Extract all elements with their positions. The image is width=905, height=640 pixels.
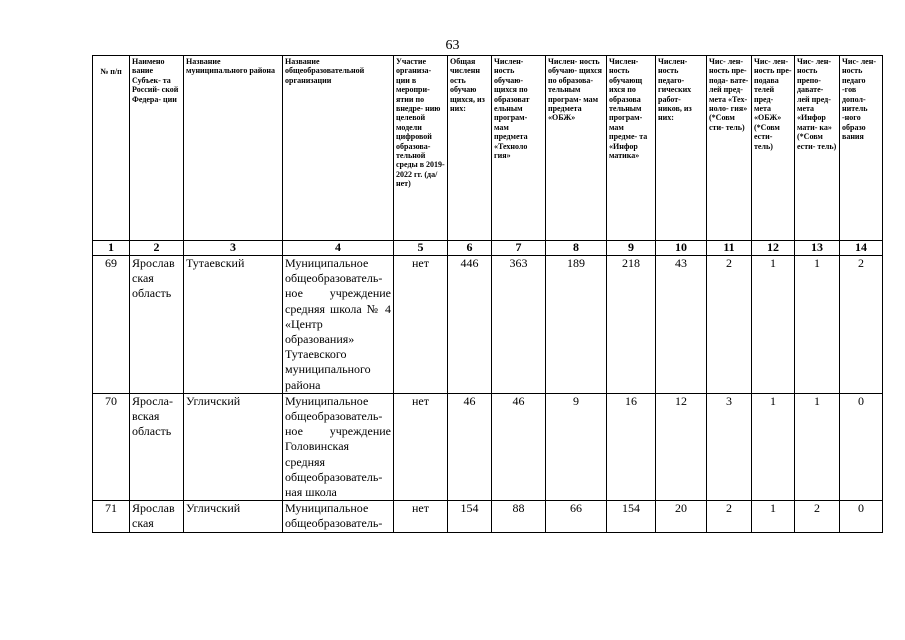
column-number: 11 bbox=[707, 241, 752, 256]
column-number: 5 bbox=[394, 241, 448, 256]
column-number-row bbox=[93, 241, 883, 256]
total-students-cell: 46 bbox=[448, 393, 492, 500]
header-cell: Чис- лен- ность пре- пода- вате- лей пред- мета «Тех- ноло- гия» (*Совм сти- тель) bbox=[707, 56, 752, 241]
column-number: 2 bbox=[130, 241, 184, 256]
header-cell: Числен- ность обучаю- щихся по образова- тельным програм- мам предмета «ОБЖ» bbox=[546, 56, 607, 241]
district-cell: Тутаевский bbox=[184, 256, 283, 394]
header-cell: Чис- лен- ность пре- подава телей пред- мета «ОБЖ» (*Совм ести- тель) bbox=[752, 56, 795, 241]
header-row bbox=[93, 56, 883, 241]
obzh-students-cell: 189 bbox=[546, 256, 607, 394]
column-number: 4 bbox=[283, 241, 394, 256]
row-number: 71 bbox=[93, 501, 130, 532]
header-cell: Чис- лен- ность педаго -гов допол- нитель -ного образо вания bbox=[840, 56, 883, 241]
subject-cell: Ярослав ская область bbox=[130, 256, 184, 394]
header-cell: Участие организа- ции в меропри- ятии по внедре- нию целевой модели цифровой образова- тельной среды в 2019-2022 гг. (да/нет) bbox=[394, 56, 448, 241]
teachers-cell: 43 bbox=[656, 256, 707, 394]
tech-teachers-cell: 2 bbox=[707, 501, 752, 532]
district-cell: Угличский bbox=[184, 393, 283, 500]
column-number: 12 bbox=[752, 241, 795, 256]
obzh-students-cell: 66 bbox=[546, 501, 607, 532]
table-row bbox=[93, 501, 883, 532]
column-number: 3 bbox=[184, 241, 283, 256]
schools-table bbox=[92, 55, 883, 533]
table-row bbox=[93, 393, 883, 500]
page-number: 63 bbox=[445, 38, 460, 53]
column-number: 6 bbox=[448, 241, 492, 256]
participation-cell: нет bbox=[394, 393, 448, 500]
subject-cell: Ярослав ская bbox=[130, 501, 184, 532]
total-students-cell: 154 bbox=[448, 501, 492, 532]
organization-cell: Муниципальное общеобразователь- ное учреждение средняя школа № 4 «Центр образования» Тутаевского муниципального района bbox=[283, 256, 394, 394]
total-students-cell: 446 bbox=[448, 256, 492, 394]
tech-students-cell: 88 bbox=[492, 501, 546, 532]
header-cell: Название общеобразовательной организации bbox=[283, 56, 394, 241]
table-row bbox=[93, 256, 883, 394]
teachers-cell: 12 bbox=[656, 393, 707, 500]
district-cell: Угличский bbox=[184, 501, 283, 532]
header-cell: Наимено вание Субъек- та Россий- ской Федера- ции bbox=[130, 56, 184, 241]
obzh-teachers-cell: 1 bbox=[752, 501, 795, 532]
tech-students-cell: 363 bbox=[492, 256, 546, 394]
organization-cell: Муниципальное общеобразователь- ное учреждение Головинская средняя общеобразователь- ная школа bbox=[283, 393, 394, 500]
column-number: 13 bbox=[795, 241, 840, 256]
column-number: 8 bbox=[546, 241, 607, 256]
header-cell: Числен- ность обучаю- щихся по образоват ельным програм- мам предмета «Техноло гия» bbox=[492, 56, 546, 241]
info-students-cell: 16 bbox=[607, 393, 656, 500]
column-number: 9 bbox=[607, 241, 656, 256]
header-cell: Общая численн ость обучаю щихся, из них: bbox=[448, 56, 492, 241]
info-teachers-cell: 1 bbox=[795, 393, 840, 500]
header-cell: Название муниципального района bbox=[184, 56, 283, 241]
column-number: 10 bbox=[656, 241, 707, 256]
obzh-students-cell: 9 bbox=[546, 393, 607, 500]
organization-cell: Муниципальное общеобразователь- bbox=[283, 501, 394, 532]
column-number: 1 bbox=[93, 241, 130, 256]
extra-teachers-cell: 0 bbox=[840, 393, 883, 500]
tech-teachers-cell: 3 bbox=[707, 393, 752, 500]
column-number: 14 bbox=[840, 241, 883, 256]
tech-teachers-cell: 2 bbox=[707, 256, 752, 394]
obzh-teachers-cell: 1 bbox=[752, 393, 795, 500]
info-teachers-cell: 1 bbox=[795, 256, 840, 394]
extra-teachers-cell: 2 bbox=[840, 256, 883, 394]
row-number: 70 bbox=[93, 393, 130, 500]
header-cell: № п/п bbox=[93, 56, 130, 241]
obzh-teachers-cell: 1 bbox=[752, 256, 795, 394]
tech-students-cell: 46 bbox=[492, 393, 546, 500]
header-cell: Числен- ность обучающ ихся по образова тельным програм- мам предме- та «Инфор матика» bbox=[607, 56, 656, 241]
extra-teachers-cell: 0 bbox=[840, 501, 883, 532]
column-number: 7 bbox=[492, 241, 546, 256]
info-students-cell: 218 bbox=[607, 256, 656, 394]
header-cell: Числен- ность педаго- гических работ- ников, из них: bbox=[656, 56, 707, 241]
subject-cell: Яросла- вская область bbox=[130, 393, 184, 500]
header-cell: Чис- лен- ность препо- давате- лей пред- мета «Инфор мати- ка» (*Совм ести- тель) bbox=[795, 56, 840, 241]
info-teachers-cell: 2 bbox=[795, 501, 840, 532]
participation-cell: нет bbox=[394, 256, 448, 394]
row-number: 69 bbox=[93, 256, 130, 394]
teachers-cell: 20 bbox=[656, 501, 707, 532]
info-students-cell: 154 bbox=[607, 501, 656, 532]
participation-cell: нет bbox=[394, 501, 448, 532]
